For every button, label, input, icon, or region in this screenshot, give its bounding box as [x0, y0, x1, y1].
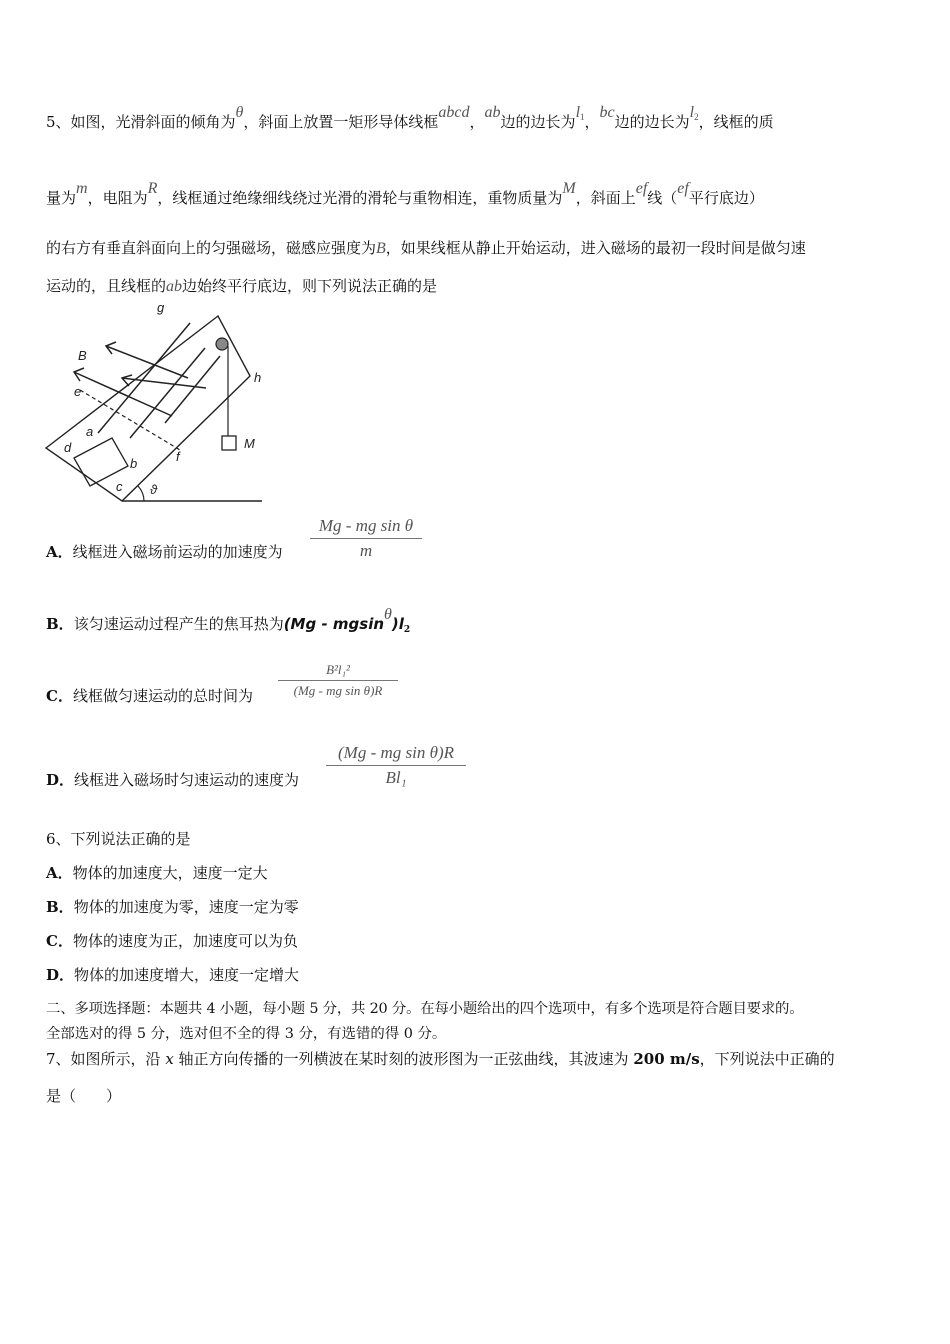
q7-text: 轴正方向传播的一列横波在某时刻的波形图为一正弦曲线，其波速为: [173, 1050, 634, 1068]
option-text: 物体的加速度大，速度一定大: [72, 864, 268, 882]
l1-symbol: l1: [575, 104, 585, 122]
fraction-numerator: B²l₁²: [326, 662, 350, 677]
fraction-numerator: (Mg - mg sin θ)R: [338, 743, 454, 762]
option-label: A．: [46, 543, 73, 561]
option-text: 线框进入磁场时匀速运动的速度为: [74, 771, 300, 789]
pulley-icon: [216, 338, 228, 350]
theta-symbol: θ: [235, 104, 244, 121]
q5-option-c: [46, 686, 253, 706]
l2-symbol: l2: [689, 104, 699, 122]
option-label: B．: [46, 615, 74, 633]
q5-text: 平行底边）: [688, 189, 764, 207]
heat-formula-subscript: 2: [403, 625, 411, 635]
label-B: B: [78, 348, 87, 363]
q6-text: 6、下列说法正确的是: [46, 830, 191, 848]
label-f: f: [176, 449, 180, 464]
q5-text: 边始终平行底边，则下列说法正确的是: [182, 277, 438, 295]
q5-text: 边的边长为: [500, 113, 576, 131]
option-text: 物体的速度为正，加速度可以为负: [72, 932, 298, 950]
q5-text: ，如果线框从静止开始运动，进入磁场的最初一段时间是做匀速: [385, 239, 806, 257]
bc-symbol: bc: [599, 104, 615, 121]
label-M: M: [244, 436, 255, 451]
label-b: b: [130, 456, 138, 471]
q7-text: 7、如图所示，沿: [46, 1050, 166, 1068]
heat-formula-tail: )l: [391, 615, 404, 633]
label-c: c: [116, 479, 123, 494]
option-label: B．: [46, 898, 74, 916]
q5-text: ，: [584, 113, 600, 131]
abcd-symbol: abcd: [438, 104, 470, 121]
option-label: C．: [46, 932, 73, 950]
q6-option-a: [46, 863, 268, 883]
fraction-denominator: (Mg - mg sin θ)R: [293, 683, 383, 698]
q5-text: ，电阻为: [87, 189, 148, 207]
option-text: 线框做匀速运动的总时间为: [72, 687, 253, 705]
x-symbol: x: [165, 1050, 174, 1068]
label-e: e: [74, 384, 82, 399]
q5-text: 线（: [647, 189, 678, 207]
q5-text: 边的边长为: [614, 113, 690, 131]
option-c-fraction: [278, 662, 398, 699]
label-theta: ϑ: [150, 482, 158, 497]
q5-line4: [46, 276, 437, 297]
fraction-denominator: m: [359, 541, 373, 560]
weight-block: [222, 436, 236, 450]
m-symbol: m: [76, 180, 88, 197]
q6-stem: [46, 829, 191, 849]
wave-speed: 200 m/s: [633, 1050, 700, 1068]
option-a-fraction: [310, 516, 422, 561]
option-label: A．: [46, 864, 73, 882]
q5-text: ，线框通过绝缘细线绕过光滑的滑轮与重物相连，重物质量为: [157, 189, 563, 207]
heat-formula: (Mg - mgsin: [283, 615, 385, 633]
option-label: D．: [46, 966, 75, 984]
q5-text: 的右方有垂直斜面向上的匀强磁场，磁感应强度为: [46, 239, 377, 257]
q5-text: ，线框的质: [698, 113, 774, 131]
M-symbol: M: [562, 180, 576, 197]
fraction-bar: [326, 765, 466, 766]
fraction-numerator: Mg - mg sin θ: [318, 516, 414, 535]
q5-option-d: [46, 770, 299, 790]
q5-text: 量为: [46, 189, 77, 207]
R-symbol: R: [147, 180, 158, 197]
q7-line1: [46, 1049, 835, 1069]
q6-option-c: [46, 931, 298, 951]
ef-symbol: ef: [635, 180, 648, 197]
option-text: 线框进入磁场前运动的加速度为: [72, 543, 283, 561]
label-d: d: [64, 440, 72, 455]
q5-text: ，斜面上放置一矩形导体线框: [243, 113, 439, 131]
fraction-denominator: Bl₁: [385, 768, 407, 787]
ab-symbol: ab: [166, 278, 183, 295]
q5-text: ，: [469, 113, 485, 131]
section-text: 二、多项选择题：本题共 4 小题，每小题 5 分，共 20 分。在每小题给出的四个选项中，有多个选项是符合题目要求的。: [46, 1001, 804, 1017]
section2-line2: [46, 1024, 446, 1044]
label-a: a: [86, 424, 94, 439]
option-text: 物体的加速度增大，速度一定增大: [74, 966, 300, 984]
label-g: g: [157, 300, 165, 315]
B-symbol: B: [376, 240, 386, 257]
q5-text: ，斜面上: [575, 189, 636, 207]
angle-arc: [138, 486, 144, 501]
ef-symbol: ef: [677, 180, 689, 197]
q7-line2: [46, 1086, 121, 1106]
option-text: 物体的加速度为零，速度一定为零: [73, 898, 299, 916]
ab-symbol: ab: [484, 104, 501, 121]
q5-line3: [46, 238, 806, 259]
incline-figure: [40, 298, 280, 508]
q7-text: 是（ ）: [46, 1087, 122, 1105]
option-label: C．: [46, 687, 73, 705]
q5-option-a: [46, 542, 283, 562]
theta-symbol: θ: [384, 606, 392, 623]
q5-text: 5、如图，光滑斜面的倾角为: [46, 113, 236, 131]
q7-text: ，下列说法中正确的: [699, 1050, 835, 1068]
section2-line1: [46, 999, 803, 1019]
ef-line: [80, 390, 180, 450]
option-text: 该匀速运动过程产生的焦耳热为: [73, 615, 284, 633]
fraction-bar: [278, 680, 398, 681]
q6-option-d: [46, 965, 299, 985]
q5-option-b: [46, 606, 411, 637]
option-d-fraction: [326, 743, 466, 788]
q5-line2: [46, 180, 764, 209]
option-label: D．: [46, 771, 75, 789]
label-h: h: [254, 370, 262, 385]
q5-line1: [46, 104, 774, 134]
q6-option-b: [46, 897, 299, 917]
magnetic-field-lines: [74, 323, 220, 438]
section-text: 全部选对的得 5 分，选对但不全的得 3 分，有选错的得 0 分。: [46, 1026, 447, 1042]
fraction-bar: [310, 538, 422, 539]
q5-text: 运动的，且线框的: [46, 277, 167, 295]
